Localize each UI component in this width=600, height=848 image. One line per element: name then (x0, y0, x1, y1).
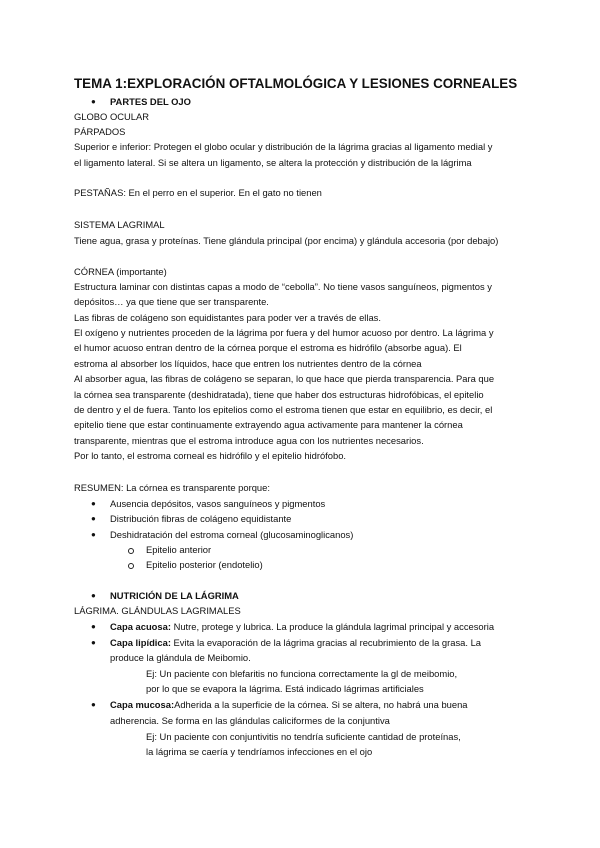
bullet-icon: ● (91, 499, 96, 508)
example-line: Ej: Un paciente con conjuntivitis no tendría suficiente cantidad de proteínas, (146, 731, 461, 742)
example-line: por lo que se evapora la lágrima. Está indicado lágrimas artificiales (146, 683, 424, 694)
paragraph-line: el humor acuoso entran dentro de la córnea porque el estroma es hidrófilo (absorbe agua). El (74, 342, 462, 353)
paragraph-line: adherencia. Se forma en las glándulas caliciformes de la conjuntiva (110, 715, 390, 726)
subheading-cornea: CÓRNEA (importante) (74, 266, 167, 277)
term-label: Capa lipídica: (110, 637, 171, 648)
paragraph-line: transparente, mientras que el estroma introduce agua con los nutrientes necesarios. (74, 435, 424, 446)
paragraph-resumen: RESUMEN: La córnea es transparente porque: (74, 482, 270, 493)
subheading-sistema: SISTEMA LAGRIMAL (74, 219, 165, 230)
hollow-bullet-icon (128, 548, 134, 554)
bullet-icon: ● (91, 622, 96, 631)
subheading-parpados: PÁRPADOS (74, 126, 126, 137)
list-item: Distribución fibras de colágeno equidistante (110, 513, 292, 524)
bullet-icon: ● (91, 700, 96, 709)
paragraph-line: Al absorber agua, las fibras de colágeno se separan, lo que hace que pierda transparencia. Para que (74, 373, 495, 384)
list-item-acuosa (110, 621, 494, 633)
paragraph-line: El oxígeno y nutrientes proceden de la lágrima por fuera y del humor acuoso por dentro. La lágrima y (74, 327, 494, 338)
paragraph-line: el ligamento lateral. Si se altera un ligamento, se altera la protección y distribución de la lágrima (74, 157, 472, 168)
page-title: TEMA 1:EXPLORACIÓN OFTALMOLÓGICA Y LESIONES CORNEALES (74, 76, 518, 91)
paragraph-line: Estructura laminar con distintas capas a modo de “cebolla”. No tiene vasos sanguíneos, pigmentos y (74, 281, 492, 292)
bullet-icon: ● (91, 638, 96, 647)
example-line: la lágrima se caería y tendríamos infecciones en el ojo (146, 746, 373, 757)
paragraph-line: depósitos… ya que tiene que ser transparente. (74, 296, 269, 307)
hollow-bullet-icon (128, 563, 134, 569)
bullet-icon: ● (91, 514, 96, 523)
paragraph-pestanas: PESTAÑAS: En el perro en el superior. En el gato no tienen (74, 187, 322, 198)
sub-list-item: Epitelio posterior (endotelio) (146, 559, 263, 570)
term-text: Adherida a la superficie de la córnea. Si se altera, no habrá una buena (174, 699, 468, 710)
paragraph-line: produce la glándula de Meibomio. (110, 652, 251, 663)
term-label: Capa acuosa: (110, 621, 171, 632)
term-label: Capa mucosa: (110, 699, 175, 710)
paragraph-line: epitelio tiene que estar continuamente extrayendo agua activamente para mantener la córnea (74, 419, 463, 430)
list-item: Ausencia depósitos, vasos sanguíneos y pigmentos (110, 498, 326, 509)
subheading-globo: GLOBO OCULAR (74, 111, 150, 122)
bullet-icon: ● (91, 97, 96, 106)
term-text: Evita la evaporación de la lágrima gracias al recubrimiento de la grasa. La (170, 637, 482, 648)
paragraph-line: Superior e inferior: Protegen el globo ocular y distribución de la lágrima gracias al ligamento medial y (74, 141, 493, 152)
paragraph-sistema: Tiene agua, grasa y proteínas. Tiene glándula principal (por encima) y glándula accesoria (por debajo) (74, 235, 499, 246)
paragraph-line: de dentro y el de fuera. Tanto los epitelios como el estroma tienen que estar en equilibrio, es decir, el (74, 404, 493, 415)
section-heading-nutricion: NUTRICIÓN DE LA LÁGRIMA (110, 590, 239, 601)
term-text: Nutre, protege y lubrica. La produce la glándula lagrimal principal y accesoria (170, 621, 495, 632)
bullet-icon: ● (91, 591, 96, 600)
example-line: Ej: Un paciente con blefaritis no funciona correctamente la gl de meibomio, (146, 668, 458, 679)
section-heading-partes: PARTES DEL OJO (110, 96, 191, 107)
subheading-lagrima: LÁGRIMA. GLÁNDULAS LAGRIMALES (74, 605, 241, 616)
paragraph-line: la córnea sea transparente (deshidratada), tiene que haber dos estructuras hidrofóbicas, el epitelio (74, 389, 484, 400)
paragraph-line: Las fibras de colágeno son equidistantes para poder ver a través de ellas. (74, 312, 381, 323)
paragraph-line: Por lo tanto, el estroma corneal es hidrófilo y el epitelio hidrófobo. (74, 450, 347, 461)
list-item: Deshidratación del estroma corneal (glucosaminoglicanos) (110, 529, 354, 540)
list-item-lipidica (110, 637, 481, 649)
list-item-mucosa (110, 699, 468, 711)
paragraph-line: estroma al absorber los líquidos, hace que entren los nutrientes dentro de la córnea (74, 358, 422, 369)
bullet-icon: ● (91, 530, 96, 539)
sub-list-item: Epitelio anterior (146, 544, 212, 555)
